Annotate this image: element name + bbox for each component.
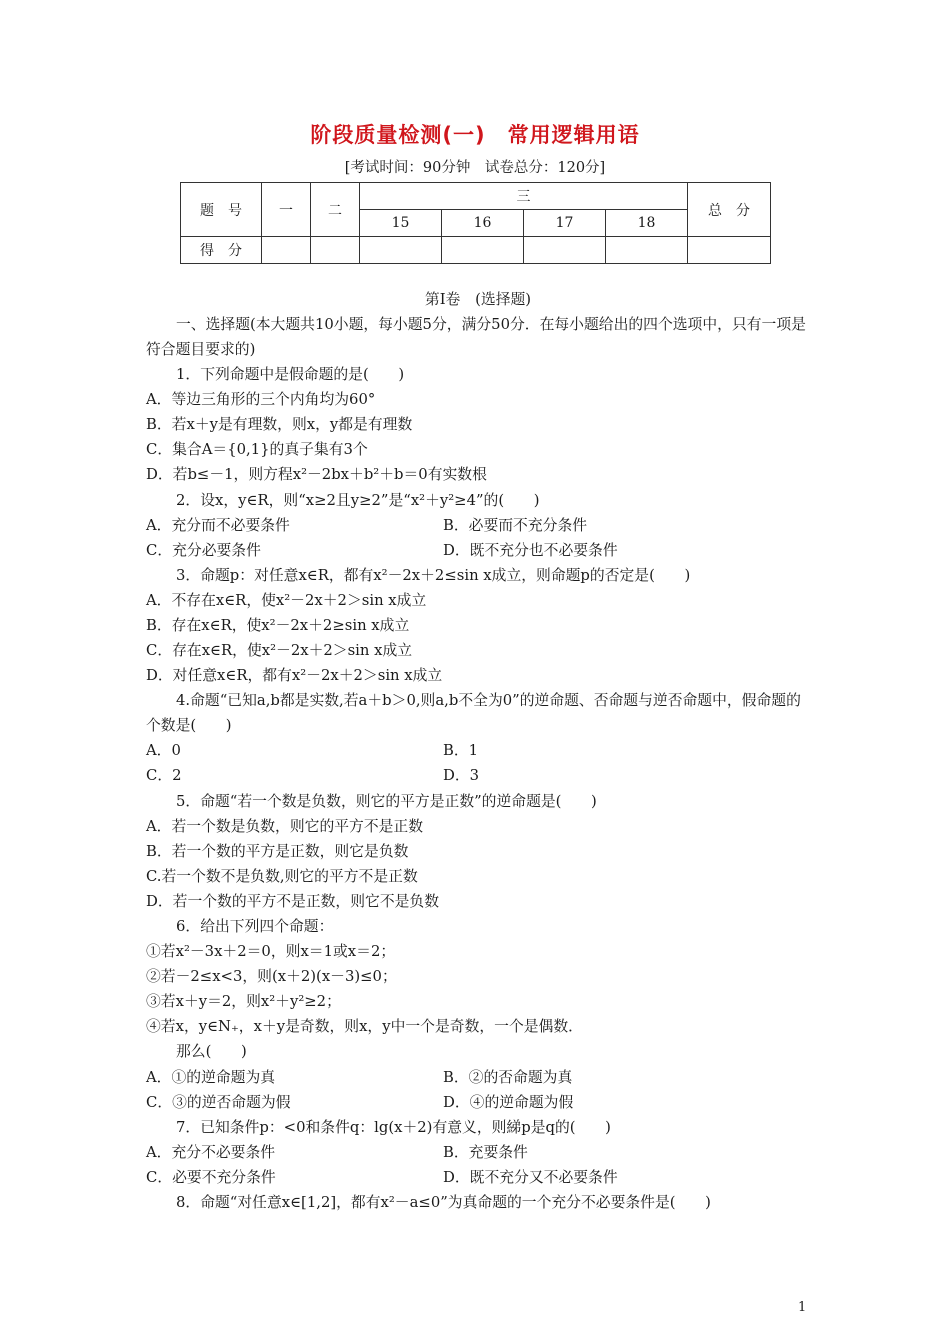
- option-row: [146, 1140, 810, 1165]
- sub-col-15: 15: [360, 210, 442, 237]
- question-stem: 5．命题“若一个数是负数，则它的平方是正数”的逆命题是( ): [176, 792, 597, 810]
- option: A．0: [146, 742, 181, 760]
- option: A．①的逆命题为真: [146, 1068, 276, 1086]
- option: B．存在x∈R，使x²－2x＋2≥sin x成立: [146, 617, 410, 635]
- option: A．充分而不必要条件: [146, 516, 290, 534]
- option: C．必要不充分条件: [146, 1168, 276, 1186]
- score-cell: [442, 237, 524, 264]
- proposition: ④若x，y∈N₊，x＋y是奇数，则x，y中一个是奇数，一个是偶数．: [146, 1018, 583, 1036]
- proposition: ②若－2≤x<3，则(x＋2)(x－3)≤0；: [146, 968, 397, 986]
- option: D．若b≤－1，则方程x²－2bx＋b²＋b＝0有实数根: [146, 466, 487, 484]
- option: A．充分不必要条件: [146, 1143, 276, 1161]
- exam-info: [考试时间：90分钟 试卷总分：120分]: [344, 160, 606, 176]
- option: B．充要条件: [443, 1143, 528, 1161]
- sub-col-18: 18: [606, 210, 688, 237]
- sub-col-17: 17: [524, 210, 606, 237]
- score-cell: [688, 237, 771, 264]
- score-cell: [360, 237, 442, 264]
- option-row: [146, 538, 810, 563]
- question-stem: 1．下列命题中是假命题的是( ): [176, 366, 405, 384]
- option: C．③的逆否命题为假: [146, 1093, 291, 1111]
- option: C.若一个数不是负数,则它的平方不是正数: [146, 867, 418, 885]
- part-title: 第Ⅰ卷 (选择题): [424, 291, 532, 308]
- option: D．对任意x∈R，都有x²－2x＋2＞sin x成立: [146, 667, 443, 685]
- option: D．3: [443, 767, 480, 785]
- col-two: 二: [311, 183, 360, 237]
- option: B．②的否命题为真: [443, 1068, 573, 1086]
- option-row: [146, 1065, 810, 1090]
- question-stem: 2．设x，y∈R，则“x≥2且y≥2”是“x²＋y²≥4”的( ): [176, 491, 540, 509]
- score-cell: [262, 237, 311, 264]
- question-stem: 7．已知条件p：<0和条件q：lg(x＋2)有意义，则綈p是q的( ): [176, 1118, 611, 1136]
- col-one: 一: [262, 183, 311, 237]
- option: D．若一个数的平方不是正数，则它不是负数: [146, 892, 440, 910]
- question-stem: 8．命题“对任意x∈[1,2]，都有x²－a≤0”为真命题的一个充分不必要条件是( ): [176, 1194, 711, 1211]
- section-intro: 一、选择题(本大题共10小题，每小题5分，满分50分．在每小题给出的四个选项中，只有一项是符合题目要求的): [146, 316, 806, 359]
- question-stem: 6．给出下列四个命题：: [176, 917, 334, 935]
- sub-col-16: 16: [442, 210, 524, 237]
- question-stem: 3．命题p：对任意x∈R，都有x²－2x＋2≤sin x成立，则命题p的否定是( ): [176, 566, 691, 584]
- option: C．2: [146, 767, 182, 785]
- col-three: 三: [360, 183, 688, 210]
- option: B．必要而不充分条件: [443, 516, 588, 534]
- option-row: [146, 1090, 810, 1115]
- score-cell: [524, 237, 606, 264]
- option: C．集合A＝{0,1}的真子集有3个: [146, 441, 368, 459]
- proposition: ①若x²－3x＋2＝0，则x＝1或x＝2；: [146, 943, 396, 961]
- title-right: 常用逻辑用语: [507, 123, 640, 147]
- option: D．既不充分也不必要条件: [443, 541, 618, 559]
- option-row: [146, 513, 810, 538]
- option: B．1: [443, 742, 479, 760]
- option: D．既不充分又不必要条件: [443, 1168, 618, 1186]
- option: A．不存在x∈R，使x²－2x＋2＞sin x成立: [146, 591, 427, 609]
- col-total: 总 分: [688, 183, 771, 237]
- exam-content: [146, 287, 810, 1215]
- question-stem: 4.命题“已知a,b都是实数,若a＋b＞0,则a,b不全为0”的逆命题、否命题与逆否命题中，假命题的个数是( ): [146, 692, 801, 735]
- page-title: [0, 119, 950, 149]
- row-label-number: 题 号: [181, 183, 262, 237]
- option-row: [146, 1165, 810, 1190]
- option-row: [146, 763, 810, 788]
- proposition: ③若x＋y＝2，则x²＋y²≥2；: [146, 993, 341, 1011]
- score-table: [180, 182, 771, 264]
- option: A．若一个数是负数，则它的平方不是正数: [146, 817, 424, 835]
- page-number: 1: [798, 1300, 807, 1315]
- option: B．若一个数的平方是正数，则它是负数: [146, 842, 409, 860]
- option: B．若x＋y是有理数，则x，y都是有理数: [146, 416, 413, 434]
- option: A．等边三角形的三个内角均为60°: [146, 391, 376, 409]
- score-cell: [311, 237, 360, 264]
- option: D．④的逆命题为假: [443, 1093, 574, 1111]
- option: C．存在x∈R，使x²－2x＋2＞sin x成立: [146, 642, 413, 660]
- row-label-score: 得 分: [181, 237, 262, 264]
- score-cell: [606, 237, 688, 264]
- title-left: 阶段质量检测(一): [310, 123, 486, 147]
- question-tail: 那么( ): [176, 1043, 247, 1061]
- option: C．充分必要条件: [146, 541, 261, 559]
- option-row: [146, 738, 810, 763]
